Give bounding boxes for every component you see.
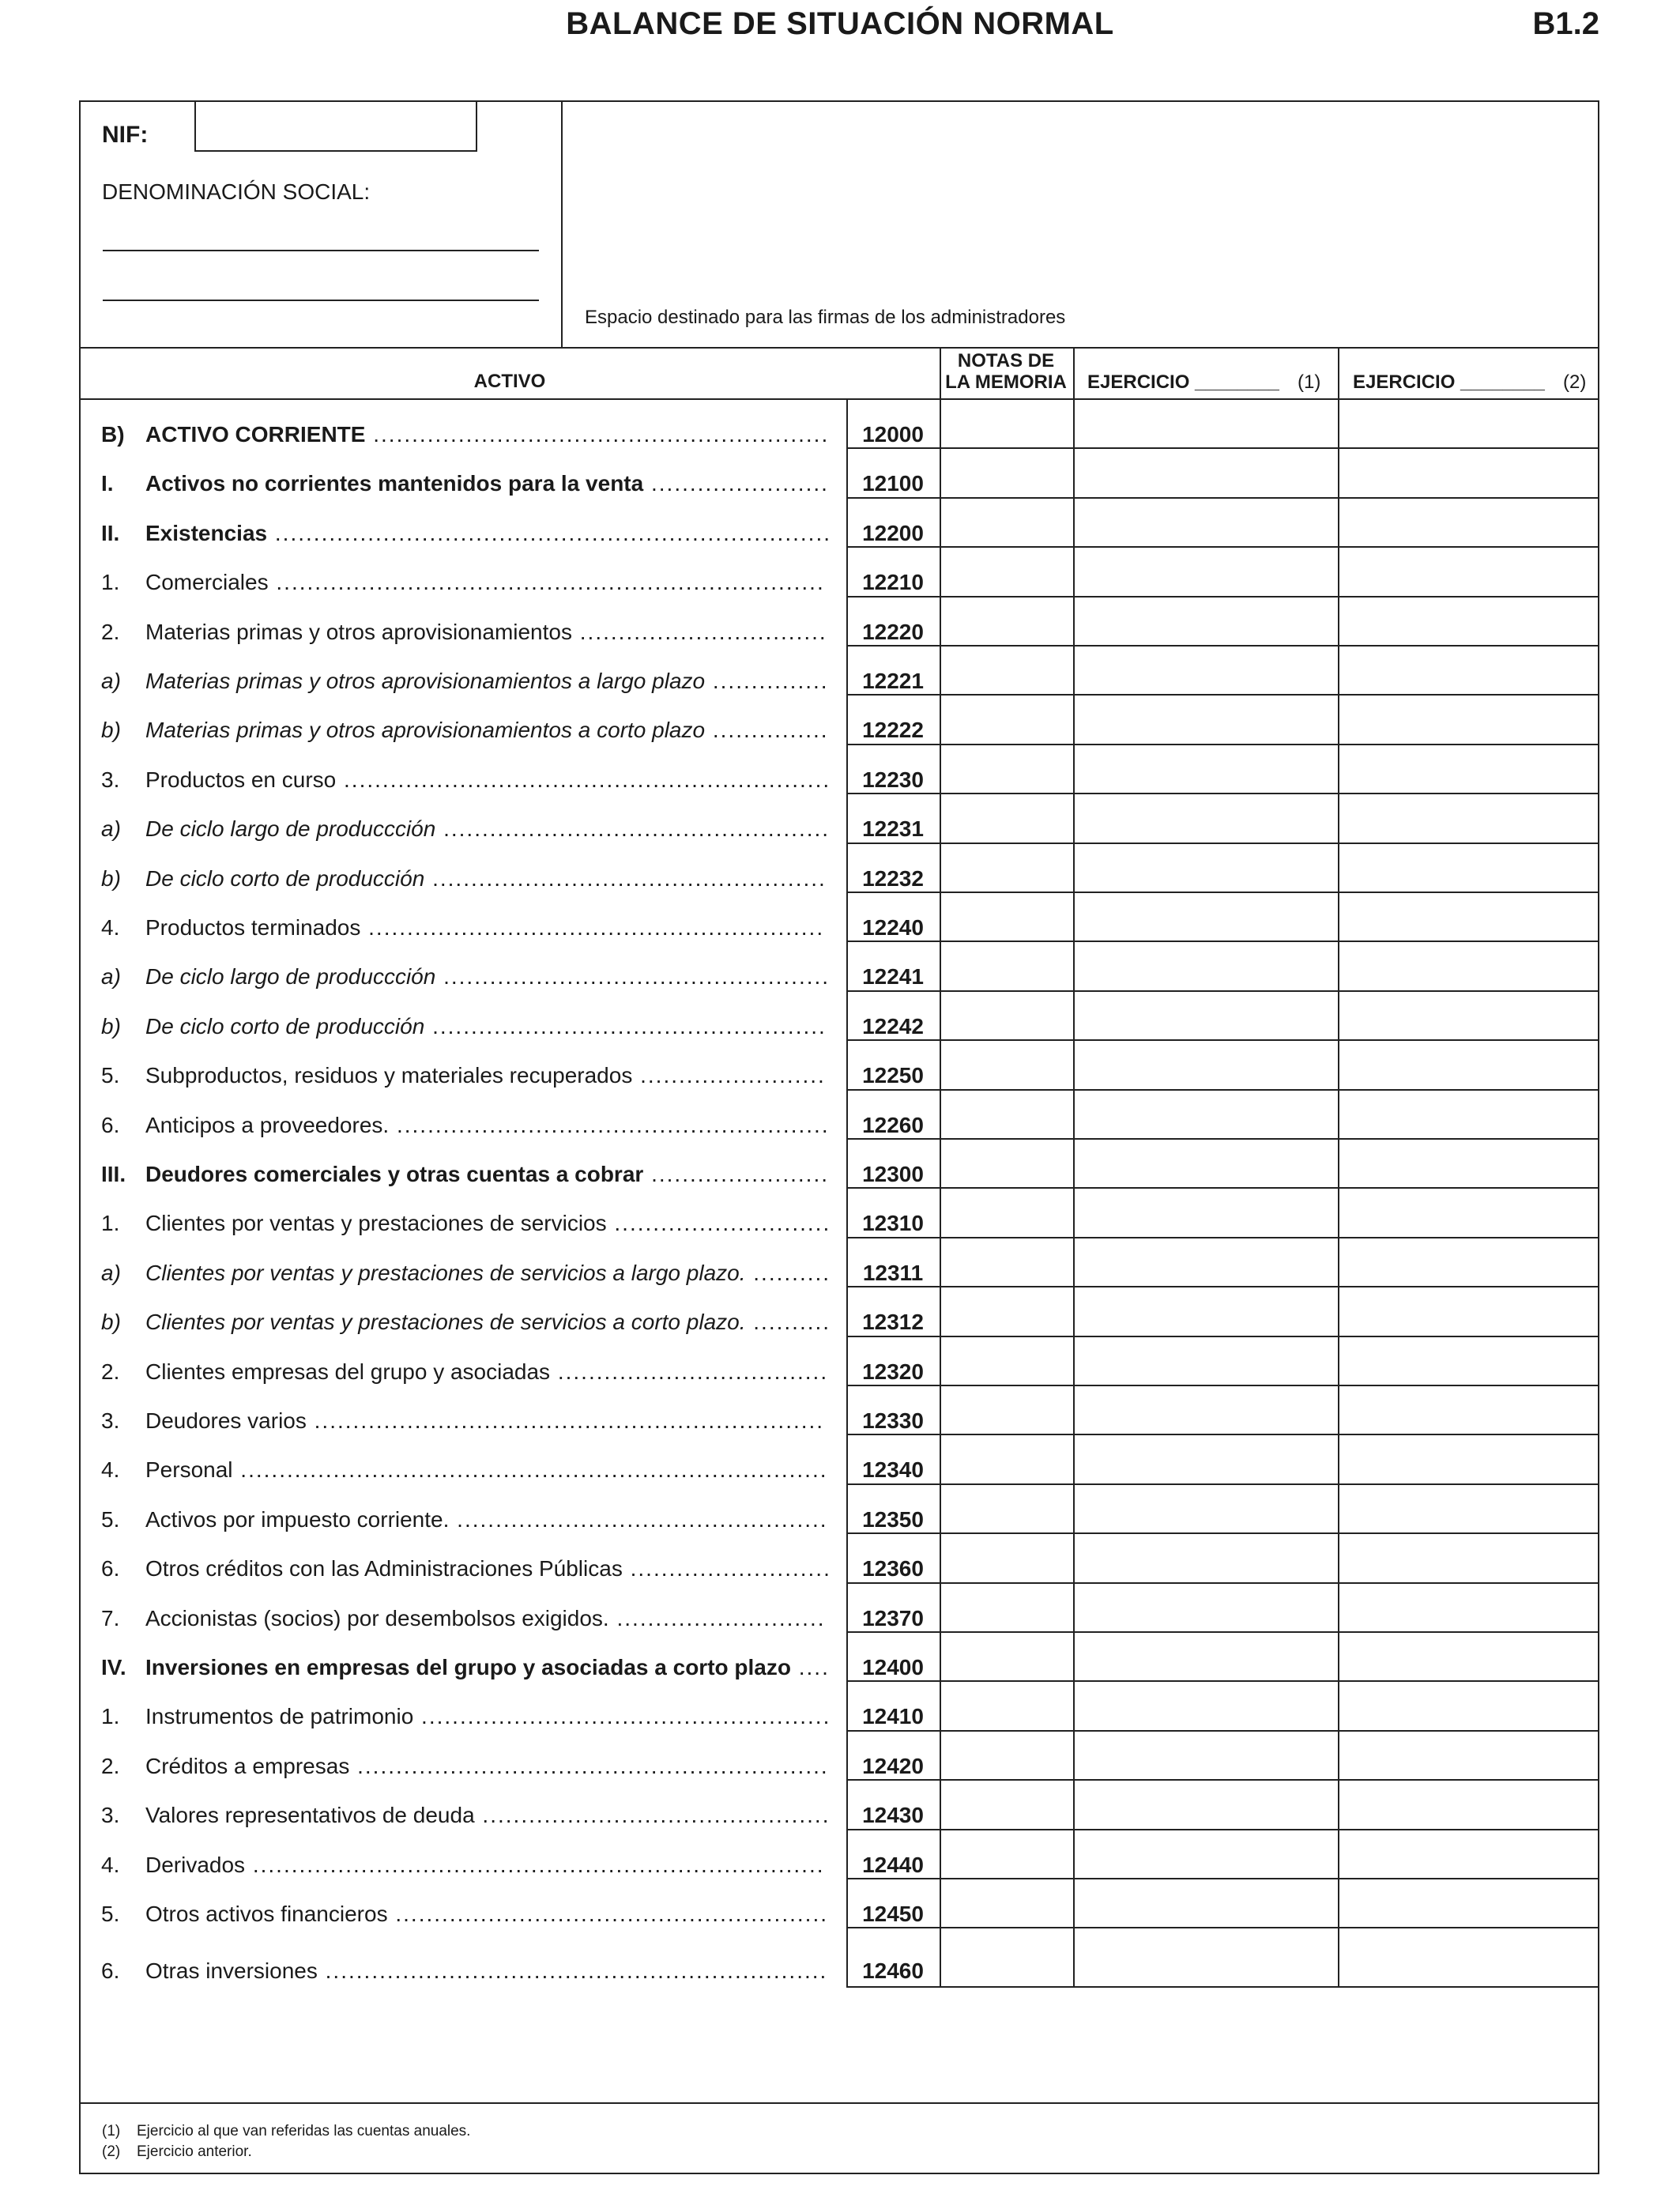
input-ejercicio-1-12000[interactable] bbox=[1075, 400, 1338, 447]
row-code-12311: 12311 bbox=[862, 1260, 924, 1285]
input-ejercicio-2-12100[interactable] bbox=[1339, 449, 1599, 496]
row-text: Materias primas y otros aprovisionamientos a corto plazo bbox=[145, 718, 706, 743]
input-notas-12241[interactable] bbox=[941, 942, 1073, 990]
input-ejercicio-1-12420[interactable] bbox=[1075, 1732, 1338, 1779]
row-label-12420 bbox=[101, 1754, 829, 1779]
input-ejercicio-1-12340[interactable] bbox=[1075, 1435, 1338, 1483]
leader-dots: ............... bbox=[705, 669, 829, 693]
leader-dots: ................................................... bbox=[424, 1013, 827, 1039]
input-notas-12430[interactable] bbox=[941, 1781, 1073, 1828]
input-ejercicio-1-12200[interactable] bbox=[1075, 499, 1338, 546]
leader-dots: ..................................................... bbox=[413, 1704, 831, 1729]
row-label-12260 bbox=[101, 1113, 830, 1138]
input-notas-12260[interactable] bbox=[941, 1091, 1073, 1138]
header-notas-line1: NOTAS DE bbox=[957, 350, 1055, 371]
row-number: b) bbox=[101, 1013, 121, 1039]
row-label-12312 bbox=[101, 1310, 831, 1335]
row-label-12460 bbox=[101, 1958, 827, 1984]
input-ejercicio-2-12350[interactable] bbox=[1339, 1485, 1599, 1532]
row-text: Activos no corrientes mantenidos para la venta bbox=[145, 471, 644, 496]
row-code-12100: 12100 bbox=[862, 471, 924, 496]
input-notas-12450[interactable] bbox=[941, 1879, 1073, 1927]
input-ejercicio-1-12241[interactable] bbox=[1075, 942, 1338, 990]
row-text: Inversiones en empresas del grupo y asociadas a corto plazo bbox=[145, 1655, 791, 1679]
row-number: 3. bbox=[101, 1408, 120, 1433]
input-ejercicio-2-12370[interactable] bbox=[1339, 1584, 1599, 1631]
header-ejercicio-1 bbox=[1087, 371, 1324, 393]
row-label-12300 bbox=[101, 1162, 829, 1187]
row-number: 3. bbox=[101, 1803, 120, 1828]
input-notas-12200[interactable] bbox=[941, 499, 1073, 546]
input-ejercicio-2-12231[interactable] bbox=[1339, 794, 1599, 842]
row-text: Productos terminados bbox=[145, 915, 361, 940]
row-label-12320 bbox=[101, 1359, 828, 1385]
row-code-12231: 12231 bbox=[862, 816, 924, 842]
row-label-12100 bbox=[101, 471, 829, 496]
row-label-12410 bbox=[101, 1704, 831, 1729]
row-label-12450 bbox=[101, 1902, 828, 1927]
row-text: Derivados bbox=[145, 1852, 246, 1877]
input-notas-12360[interactable] bbox=[941, 1534, 1073, 1581]
row-text: Comerciales bbox=[145, 570, 269, 595]
leader-dots: ............................................................................ bbox=[232, 1457, 828, 1483]
row-text: Clientes por ventas y prestaciones de servicios bbox=[145, 1211, 607, 1236]
input-ejercicio-2-12420[interactable] bbox=[1339, 1732, 1599, 1779]
leader-dots: ........................................................................ bbox=[267, 520, 831, 545]
input-ejercicio-2-12460[interactable] bbox=[1339, 1928, 1599, 1984]
row-text: Deudores comerciales y otras cuentas a cobrar bbox=[145, 1162, 644, 1186]
input-ejercicio-1-12232[interactable] bbox=[1075, 844, 1338, 892]
input-ejercicio-1-12410[interactable] bbox=[1075, 1682, 1338, 1729]
leader-dots: ................................ bbox=[571, 619, 827, 644]
input-notas-12312[interactable] bbox=[941, 1287, 1073, 1335]
row-label-12330 bbox=[101, 1408, 824, 1434]
input-notas-12420[interactable] bbox=[941, 1732, 1073, 1779]
input-ejercicio-2-12232[interactable] bbox=[1339, 844, 1599, 892]
row-text: Otros créditos con las Administraciones Públicas bbox=[145, 1556, 623, 1581]
footnote-2-ref: (2) bbox=[102, 2143, 121, 2160]
header-notas-line2: LA MEMORIA bbox=[945, 371, 1067, 393]
row-code-12420: 12420 bbox=[862, 1753, 924, 1778]
leader-dots: .......................................................................... bbox=[245, 1852, 825, 1877]
denominacion-label: DENOMINACIÓN SOCIAL: bbox=[102, 179, 371, 204]
row-code-12400: 12400 bbox=[862, 1655, 924, 1679]
leader-dots: ........................................................ bbox=[389, 1112, 830, 1137]
row-number: a) bbox=[101, 816, 121, 842]
leader-dots: ....................... bbox=[643, 1162, 829, 1186]
input-ejercicio-2-12210[interactable] bbox=[1339, 548, 1599, 595]
row-code-12320: 12320 bbox=[862, 1359, 924, 1384]
ident-bottom-rule bbox=[79, 347, 1599, 349]
row-number: 1. bbox=[101, 1704, 120, 1729]
footnote-1-text: Ejercicio al que van referidas las cuentas anuales. bbox=[137, 2123, 471, 2139]
leader-dots: .................................................................. bbox=[306, 1408, 825, 1433]
row-text: Accionistas (socios) por desembolsos exigidos. bbox=[145, 1605, 609, 1630]
input-ejercicio-1-12240[interactable] bbox=[1075, 893, 1338, 941]
row-code-12222: 12222 bbox=[862, 718, 924, 743]
row-label-12370 bbox=[101, 1606, 826, 1631]
nif-field[interactable] bbox=[194, 100, 477, 152]
row-code-12460: 12460 bbox=[862, 1958, 924, 1984]
leader-dots: ........................................................... bbox=[360, 915, 825, 940]
row-code-12000: 12000 bbox=[862, 422, 924, 447]
leader-dots: .................................................. bbox=[435, 964, 831, 990]
leader-dots: .......... bbox=[745, 1310, 831, 1335]
row-label-12360 bbox=[101, 1556, 831, 1581]
input-ejercicio-2-12242[interactable] bbox=[1339, 992, 1599, 1039]
input-ejercicio-1-12260[interactable] bbox=[1075, 1091, 1338, 1138]
header-ejercicio-2 bbox=[1353, 371, 1590, 393]
input-ejercicio-2-12240[interactable] bbox=[1339, 893, 1599, 941]
input-ejercicio-1-12300[interactable] bbox=[1075, 1140, 1338, 1187]
row-label-12232 bbox=[101, 866, 827, 892]
row-number: II. bbox=[101, 520, 120, 545]
input-notas-12230[interactable] bbox=[941, 745, 1073, 793]
row-label-12250 bbox=[101, 1063, 826, 1088]
input-notas-12221[interactable] bbox=[941, 647, 1073, 694]
input-ejercicio-2-12360[interactable] bbox=[1339, 1534, 1599, 1581]
row-code-12312: 12312 bbox=[862, 1310, 924, 1335]
input-notas-12370[interactable] bbox=[941, 1584, 1073, 1631]
input-ejercicio-2-12320[interactable] bbox=[1339, 1337, 1599, 1385]
input-ejercicio-2-12220[interactable] bbox=[1339, 598, 1599, 645]
row-code-12360: 12360 bbox=[862, 1556, 924, 1581]
footnote-rule bbox=[79, 2102, 1599, 2104]
denominacion-line-1[interactable] bbox=[103, 250, 539, 251]
input-ejercicio-1-12311[interactable] bbox=[1075, 1238, 1338, 1286]
input-ejercicio-1-12310[interactable] bbox=[1075, 1189, 1338, 1236]
input-notas-12311[interactable] bbox=[941, 1238, 1073, 1286]
input-notas-12231[interactable] bbox=[941, 794, 1073, 842]
nif-label: NIF: bbox=[102, 122, 149, 148]
row-code-12310: 12310 bbox=[862, 1211, 924, 1236]
row-code-12300: 12300 bbox=[862, 1162, 924, 1186]
leader-dots: ............................ bbox=[606, 1211, 831, 1236]
input-ejercicio-1-12222[interactable] bbox=[1075, 696, 1338, 743]
row-code-12242: 12242 bbox=[862, 1013, 924, 1039]
row-text: Materias primas y otros aprovisionamientos bbox=[145, 619, 572, 644]
row-label-12310 bbox=[101, 1211, 831, 1236]
row-number: a) bbox=[101, 964, 121, 990]
row-code-12350: 12350 bbox=[862, 1506, 924, 1532]
input-ejercicio-1-12231[interactable] bbox=[1075, 794, 1338, 842]
row-text: Otros activos financieros bbox=[145, 1902, 388, 1926]
row-label-12350 bbox=[101, 1507, 828, 1532]
row-code-12370: 12370 bbox=[862, 1605, 924, 1630]
row-text: Créditos a empresas bbox=[145, 1753, 350, 1778]
row-label-12230 bbox=[101, 767, 831, 793]
leader-dots: ........................................................... bbox=[365, 422, 830, 447]
firmas-note: Espacio destinado para las firmas de los administradores bbox=[585, 307, 1066, 328]
row-code-12410: 12410 bbox=[862, 1704, 924, 1729]
row-number: 5. bbox=[101, 1506, 120, 1532]
row-number: a) bbox=[101, 669, 121, 693]
row-code-12232: 12232 bbox=[862, 865, 924, 891]
row-label-12311 bbox=[101, 1261, 831, 1286]
row-number: 4. bbox=[101, 1457, 120, 1483]
input-ejercicio-1-12221[interactable] bbox=[1075, 647, 1338, 694]
input-ejercicio-1-12430[interactable] bbox=[1075, 1781, 1338, 1828]
row-number: 7. bbox=[101, 1605, 120, 1630]
row-label-12241 bbox=[101, 964, 830, 990]
input-notas-12340[interactable] bbox=[941, 1435, 1073, 1483]
row-text: Clientes por ventas y prestaciones de servicios a largo plazo. bbox=[145, 1260, 746, 1285]
row-code-12210: 12210 bbox=[862, 570, 924, 595]
input-ejercicio-2-12310[interactable] bbox=[1339, 1189, 1599, 1236]
row-number: 2. bbox=[101, 1359, 120, 1384]
page-title: BALANCE DE SITUACIÓN NORMAL bbox=[566, 6, 1114, 41]
row-code-12260: 12260 bbox=[862, 1112, 924, 1137]
leader-dots: ........................... bbox=[608, 1605, 826, 1630]
row-rule bbox=[846, 1986, 1599, 1988]
row-number: I. bbox=[101, 471, 114, 496]
row-number: 2. bbox=[101, 1753, 120, 1778]
row-number: 2. bbox=[101, 619, 120, 644]
row-number: 5. bbox=[101, 1902, 120, 1926]
row-text: De ciclo largo de produccción bbox=[145, 816, 436, 842]
leader-dots: ........................ bbox=[632, 1063, 826, 1088]
row-text: Productos en curso bbox=[145, 767, 337, 792]
denominacion-line-2[interactable] bbox=[103, 300, 539, 301]
row-code-12230: 12230 bbox=[862, 767, 924, 792]
row-label-12440 bbox=[101, 1853, 825, 1878]
row-code-12221: 12221 bbox=[862, 669, 924, 693]
input-ejercicio-2-12450[interactable] bbox=[1339, 1879, 1599, 1927]
input-notas-12310[interactable] bbox=[941, 1189, 1073, 1236]
row-code-12220: 12220 bbox=[862, 619, 924, 644]
input-ejercicio-2-12221[interactable] bbox=[1339, 647, 1599, 694]
input-ejercicio-1-12370[interactable] bbox=[1075, 1584, 1338, 1631]
row-text: Anticipos a proveedores. bbox=[145, 1112, 390, 1137]
footnote-2-text: Ejercicio anterior. bbox=[137, 2143, 252, 2160]
input-ejercicio-2-12200[interactable] bbox=[1339, 499, 1599, 546]
header-ejercicio-2-label: EJERCICIO ________ bbox=[1353, 371, 1545, 393]
row-number: 1. bbox=[101, 1211, 120, 1236]
leader-dots: .......................... bbox=[622, 1556, 831, 1581]
input-ejercicio-1-12230[interactable] bbox=[1075, 745, 1338, 793]
input-ejercicio-2-12440[interactable] bbox=[1339, 1830, 1599, 1878]
input-notas-12220[interactable] bbox=[941, 598, 1073, 645]
input-ejercicio-1-12440[interactable] bbox=[1075, 1830, 1338, 1878]
input-notas-12222[interactable] bbox=[941, 696, 1073, 743]
input-notas-12000[interactable] bbox=[941, 400, 1073, 447]
row-number: 6. bbox=[101, 1958, 120, 1984]
input-notas-12330[interactable] bbox=[941, 1386, 1073, 1434]
input-ejercicio-1-12320[interactable] bbox=[1075, 1337, 1338, 1385]
row-code-12330: 12330 bbox=[862, 1408, 924, 1433]
input-ejercicio-2-12260[interactable] bbox=[1339, 1091, 1599, 1138]
input-ejercicio-1-12312[interactable] bbox=[1075, 1287, 1338, 1335]
header-ejercicio-1-label: EJERCICIO ________ bbox=[1087, 371, 1279, 393]
row-text: Materias primas y otros aprovisionamientos a largo plazo bbox=[145, 669, 706, 693]
row-number: b) bbox=[101, 865, 121, 891]
row-number: 4. bbox=[101, 1852, 120, 1877]
row-code-12250: 12250 bbox=[862, 1063, 924, 1088]
leader-dots: ........................................................ bbox=[387, 1902, 828, 1926]
input-ejercicio-1-12350[interactable] bbox=[1075, 1485, 1338, 1532]
input-ejercicio-1-12242[interactable] bbox=[1075, 992, 1338, 1039]
input-ejercicio-1-12220[interactable] bbox=[1075, 598, 1338, 645]
input-ejercicio-2-12340[interactable] bbox=[1339, 1435, 1599, 1483]
input-notas-12410[interactable] bbox=[941, 1682, 1073, 1729]
footnote-2 bbox=[102, 2143, 252, 2161]
row-text: De ciclo corto de producción bbox=[145, 1013, 425, 1039]
form-code: B1.2 bbox=[1532, 6, 1599, 41]
row-code-12340: 12340 bbox=[862, 1457, 924, 1483]
row-number: a) bbox=[101, 1260, 121, 1285]
row-label-12400 bbox=[101, 1655, 830, 1680]
leader-dots: .... bbox=[790, 1655, 830, 1679]
row-label-12430 bbox=[101, 1803, 831, 1828]
leader-dots: ............... bbox=[705, 718, 829, 743]
input-notas-12300[interactable] bbox=[941, 1140, 1073, 1187]
input-ejercicio-2-12222[interactable] bbox=[1339, 696, 1599, 743]
input-notas-12240[interactable] bbox=[941, 893, 1073, 941]
row-text: Valores representativos de deuda bbox=[145, 1803, 475, 1828]
input-ejercicio-2-12430[interactable] bbox=[1339, 1781, 1599, 1828]
leader-dots: ............................................................... bbox=[336, 767, 831, 792]
header-activo: ACTIVO bbox=[473, 371, 546, 392]
row-text: Existencias bbox=[145, 520, 268, 545]
input-notas-12460[interactable] bbox=[941, 1928, 1073, 1984]
row-number: 6. bbox=[101, 1112, 120, 1137]
row-text: Instrumentos de patrimonio bbox=[145, 1704, 414, 1729]
leader-dots: .......... bbox=[745, 1260, 831, 1285]
row-label-12210 bbox=[101, 570, 825, 595]
input-notas-12400[interactable] bbox=[941, 1633, 1073, 1680]
input-ejercicio-2-12410[interactable] bbox=[1339, 1682, 1599, 1729]
input-notas-12242[interactable] bbox=[941, 992, 1073, 1039]
input-ejercicio-2-12230[interactable] bbox=[1339, 745, 1599, 793]
row-number: B) bbox=[101, 422, 125, 447]
row-number: 3. bbox=[101, 767, 120, 792]
input-ejercicio-1-12360[interactable] bbox=[1075, 1534, 1338, 1581]
footnote-1-ref: (1) bbox=[102, 2123, 121, 2139]
row-text: Personal bbox=[145, 1457, 233, 1483]
input-notas-12320[interactable] bbox=[941, 1337, 1073, 1385]
input-ejercicio-2-12400[interactable] bbox=[1339, 1633, 1599, 1680]
row-text: De ciclo corto de producción bbox=[145, 865, 425, 891]
row-text: Clientes empresas del grupo y asociadas bbox=[145, 1359, 551, 1384]
header-ejercicio-2-ref: (2) bbox=[1563, 371, 1587, 393]
row-code-12430: 12430 bbox=[862, 1803, 924, 1828]
leader-dots: ................................................... bbox=[424, 865, 827, 891]
row-label-12200 bbox=[101, 521, 831, 546]
leader-dots: ............................................................. bbox=[349, 1753, 829, 1778]
row-text: ACTIVO CORRIENTE bbox=[145, 422, 366, 447]
input-ejercicio-2-12250[interactable] bbox=[1339, 1041, 1599, 1088]
row-label-12340 bbox=[101, 1457, 828, 1483]
input-ejercicio-1-12460[interactable] bbox=[1075, 1928, 1338, 1984]
header-ejercicio-1-ref: (1) bbox=[1298, 371, 1321, 393]
input-ejercicio-1-12400[interactable] bbox=[1075, 1633, 1338, 1680]
input-notas-12350[interactable] bbox=[941, 1485, 1073, 1532]
row-text: Subproductos, residuos y materiales recuperados bbox=[145, 1063, 633, 1088]
row-text: Deudores varios bbox=[145, 1408, 307, 1433]
input-ejercicio-2-12300[interactable] bbox=[1339, 1140, 1599, 1187]
row-label-12222 bbox=[101, 718, 829, 743]
leader-dots: ................................................ bbox=[449, 1506, 828, 1532]
input-ejercicio-2-12000[interactable] bbox=[1339, 400, 1599, 447]
input-notas-12100[interactable] bbox=[941, 449, 1073, 496]
input-notas-12210[interactable] bbox=[941, 548, 1073, 595]
row-code-12440: 12440 bbox=[862, 1852, 924, 1877]
leader-dots: ................................... bbox=[550, 1359, 829, 1384]
footnote-1 bbox=[102, 2123, 470, 2140]
input-ejercicio-2-12312[interactable] bbox=[1339, 1287, 1599, 1335]
row-number: III. bbox=[101, 1162, 126, 1186]
input-ejercicio-1-12450[interactable] bbox=[1075, 1879, 1338, 1927]
row-text: Activos por impuesto corriente. bbox=[145, 1506, 450, 1532]
row-code-12241: 12241 bbox=[862, 964, 924, 990]
input-notas-12232[interactable] bbox=[941, 844, 1073, 892]
input-notas-12440[interactable] bbox=[941, 1830, 1073, 1878]
row-code-12450: 12450 bbox=[862, 1902, 924, 1926]
leader-dots: ....................................................................... bbox=[268, 570, 825, 595]
row-number: 1. bbox=[101, 570, 120, 595]
input-ejercicio-2-12311[interactable] bbox=[1339, 1238, 1599, 1286]
input-ejercicio-1-12100[interactable] bbox=[1075, 449, 1338, 496]
row-code-12240: 12240 bbox=[862, 915, 924, 940]
row-number: 4. bbox=[101, 915, 120, 940]
row-number: 5. bbox=[101, 1063, 120, 1088]
input-ejercicio-1-12250[interactable] bbox=[1075, 1041, 1338, 1088]
row-number: b) bbox=[101, 718, 121, 743]
input-ejercicio-2-12330[interactable] bbox=[1339, 1386, 1599, 1434]
input-ejercicio-1-12210[interactable] bbox=[1075, 548, 1338, 595]
row-number: b) bbox=[101, 1310, 121, 1335]
input-ejercicio-2-12241[interactable] bbox=[1339, 942, 1599, 990]
row-label-12242 bbox=[101, 1014, 827, 1039]
row-text: De ciclo largo de produccción bbox=[145, 964, 436, 990]
row-label-12221 bbox=[101, 669, 829, 694]
input-notas-12250[interactable] bbox=[941, 1041, 1073, 1088]
row-text: Clientes por ventas y prestaciones de servicios a corto plazo. bbox=[145, 1310, 746, 1335]
row-code-12200: 12200 bbox=[862, 520, 924, 545]
row-text: Otras inversiones bbox=[145, 1958, 318, 1984]
leader-dots: ............................................. bbox=[474, 1803, 831, 1828]
input-ejercicio-1-12330[interactable] bbox=[1075, 1386, 1338, 1434]
leader-dots: .................................................. bbox=[435, 816, 831, 842]
leader-dots: ................................................................. bbox=[317, 1958, 828, 1984]
row-label-12220 bbox=[101, 620, 827, 645]
row-label-12240 bbox=[101, 915, 824, 941]
ident-divider bbox=[561, 100, 563, 348]
row-number: 6. bbox=[101, 1556, 120, 1581]
row-label-12000 bbox=[101, 422, 829, 447]
header-notas bbox=[940, 350, 1072, 393]
row-number: IV. bbox=[101, 1655, 126, 1679]
leader-dots: ....................... bbox=[643, 471, 829, 496]
row-label-12231 bbox=[101, 816, 830, 842]
